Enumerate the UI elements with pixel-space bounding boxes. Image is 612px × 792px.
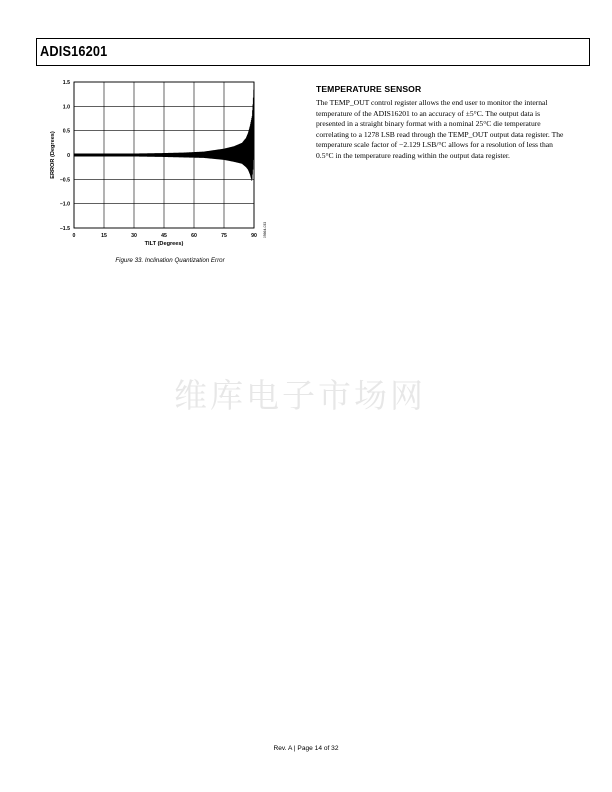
x-axis-label: TILT (Degrees) [144,241,184,247]
y-axis-label: ERROR (Degrees) [50,131,56,179]
y-tick-label: −1.5 [59,226,70,232]
y-tick-label: −0.5 [59,177,70,184]
y-tick-label: 0 [67,153,70,159]
y-tick-label: 1.5 [62,80,70,86]
y-tick-label: 1.0 [62,104,70,111]
figure-caption: Figure 33. Inclination Quantization Error [115,257,225,264]
y-tick-label: 0.5 [62,128,70,135]
watermark: 维库电子市场网 [174,376,426,415]
x-tick-label: 30 [131,233,137,239]
x-tick-label: 75 [221,233,227,239]
x-tick-label: 90 [251,233,257,239]
document-title: ADIS16201 [40,43,108,60]
x-tick-label: 60 [191,233,197,239]
x-tick-label: 45 [161,233,167,239]
figure-id: 05664-033 [263,221,267,239]
x-tick-label: 15 [101,233,107,239]
page-footer: Rev. A | Page 14 of 32 [273,745,339,752]
chart-svg [44,74,274,254]
section-title: TEMPERATURE SENSOR [316,84,422,94]
header-box [36,38,590,66]
x-tick-label: 0 [72,233,76,239]
section-body: The TEMP_OUT control register allows the end user to monitor the internal temperature of the ADIS16201 to an accuracy of ±5°C. The output data is presented in a straight binary format with a nominal 25°C die temperature correlating to a 1278 LSB read through the TEMP_OUT output data register. The temperature scale factor of −2.129 LSB/°C allows for a resolution of less than 0.5°C in the temperature reading within the output data register. [316,98,564,160]
inclination-error-chart [44,74,274,254]
y-tick-label: −1.0 [59,201,70,208]
